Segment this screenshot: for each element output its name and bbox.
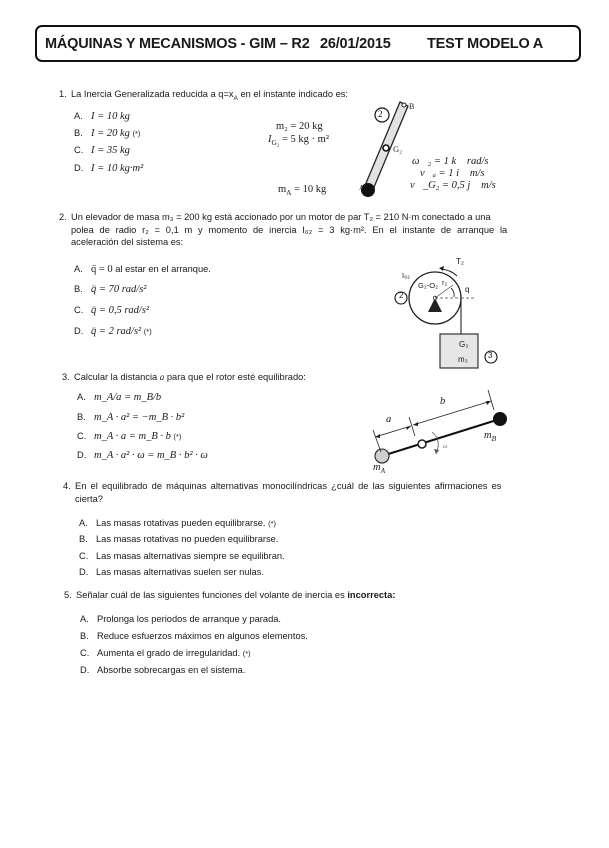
q1-mass-2-label: m₂ = 20 kg bbox=[276, 121, 323, 132]
q1-velocity-g-label: v⃗_G₂ = 0,5 j⃗ m/s bbox=[410, 180, 496, 191]
question-5-option-d[interactable]: D. Absorbe sobrecargas en el sistema. bbox=[80, 665, 246, 675]
q2-body-3-label: 3 bbox=[488, 351, 493, 360]
q3-mass-a: $m_A$ bbox=[373, 462, 386, 476]
question-1-option-a[interactable]: A. I = 10 kg bbox=[74, 111, 130, 122]
question-3-option-c[interactable]: C. m_A · a = m_B · b (*) bbox=[77, 431, 182, 442]
q1-body-number: 2 bbox=[378, 109, 383, 119]
q3-distance-b: b bbox=[440, 396, 446, 407]
q3-distance-a: a bbox=[386, 414, 392, 425]
correct-mark: (*) bbox=[242, 649, 251, 658]
correct-mark: (*) bbox=[173, 432, 182, 441]
question-4-option-a[interactable]: A. Las masas rotativas pueden equilibrarse. (*) bbox=[79, 518, 277, 528]
exam-model: TEST MODELO A bbox=[427, 35, 544, 52]
question-2-option-c[interactable]: C. q̈ = 0,5 rad/s² bbox=[74, 305, 150, 316]
q3-omega: ω bbox=[443, 443, 448, 450]
q2-radius-label: r₂ bbox=[442, 278, 448, 287]
q2-pulley-diagram bbox=[395, 260, 515, 370]
exam-date: 26/01/2015 bbox=[320, 35, 391, 52]
question-3-option-d[interactable]: D. m_A · a² · ω = m_B · b² · ω bbox=[77, 450, 208, 461]
question-2-option-d[interactable]: D. q̈ = 2 rad/s² (*) bbox=[74, 326, 152, 337]
q2-center-label: G₂-O₂ bbox=[418, 281, 438, 290]
q2-q-label: q bbox=[465, 285, 470, 294]
question-3-option-b[interactable]: B. m_A · a² = −m_B · b² bbox=[77, 412, 185, 423]
q2-g3-label: G₃ bbox=[459, 340, 469, 349]
question-5-option-a[interactable]: A. Prolonga los periodos de arranque y parada. bbox=[80, 614, 281, 624]
q1-velocity-a-label: v⃗ₐ = 1 i⃗ m/s bbox=[420, 168, 485, 179]
q1-inertia-label: $I_{G_2} = 5$ kg · m² bbox=[268, 134, 329, 148]
question-1-option-d[interactable]: D. I = 10 kg·m² bbox=[74, 163, 144, 174]
q1-point-b: B bbox=[409, 102, 415, 111]
correct-mark: (*) bbox=[132, 129, 141, 138]
q1-omega-label: ω⃗₂ = 1 k⃗ rad/s bbox=[412, 156, 489, 167]
question-4-option-c[interactable]: C. Las masas alternativas siempre se equilibran. bbox=[79, 551, 285, 561]
correct-mark: (*) bbox=[143, 327, 152, 336]
question-3-option-a[interactable]: A. m_A/a = m_B/b bbox=[77, 392, 162, 403]
exam-header bbox=[35, 25, 581, 62]
question-4-option-b[interactable]: B. Las masas rotativas no pueden equilibrarse. bbox=[79, 534, 279, 544]
question-5-option-b[interactable]: B. Reduce esfuerzos máximos en algunos elementos. bbox=[80, 631, 308, 641]
q1-point-a: A bbox=[359, 184, 365, 192]
question-1-option-b[interactable]: B. I = 20 kg (*) bbox=[74, 128, 141, 139]
q2-inertia-label: I₆₂ bbox=[402, 271, 411, 280]
q2-torque-label: T₂ bbox=[456, 257, 464, 266]
question-1-option-c[interactable]: C. I = 35 kg bbox=[74, 145, 130, 156]
q3-mass-b: $m_B$ bbox=[484, 430, 497, 444]
correct-mark: (*) bbox=[268, 519, 277, 528]
q1-mass-a-label: $m_A = 10$ kg bbox=[278, 184, 327, 198]
q1-point-g2: G₂ bbox=[393, 144, 403, 154]
question-4-option-d[interactable]: D. Las masas alternativas suelen ser nulas. bbox=[79, 567, 264, 577]
question-2-option-b[interactable]: B. q̈ = 70 rad/s² bbox=[74, 284, 147, 295]
q2-body-2-label: 2 bbox=[399, 291, 404, 300]
question-2-option-a[interactable]: A. q̈ = 0 al estar en el arranque. bbox=[74, 264, 211, 275]
exam-title: MÁQUINAS Y MECANISMOS - GIM – R2 bbox=[45, 35, 310, 52]
question-5-option-c[interactable]: C. Aumenta el grado de irregularidad. (*) bbox=[80, 648, 251, 658]
q2-m3-label: m₃ bbox=[458, 355, 468, 364]
